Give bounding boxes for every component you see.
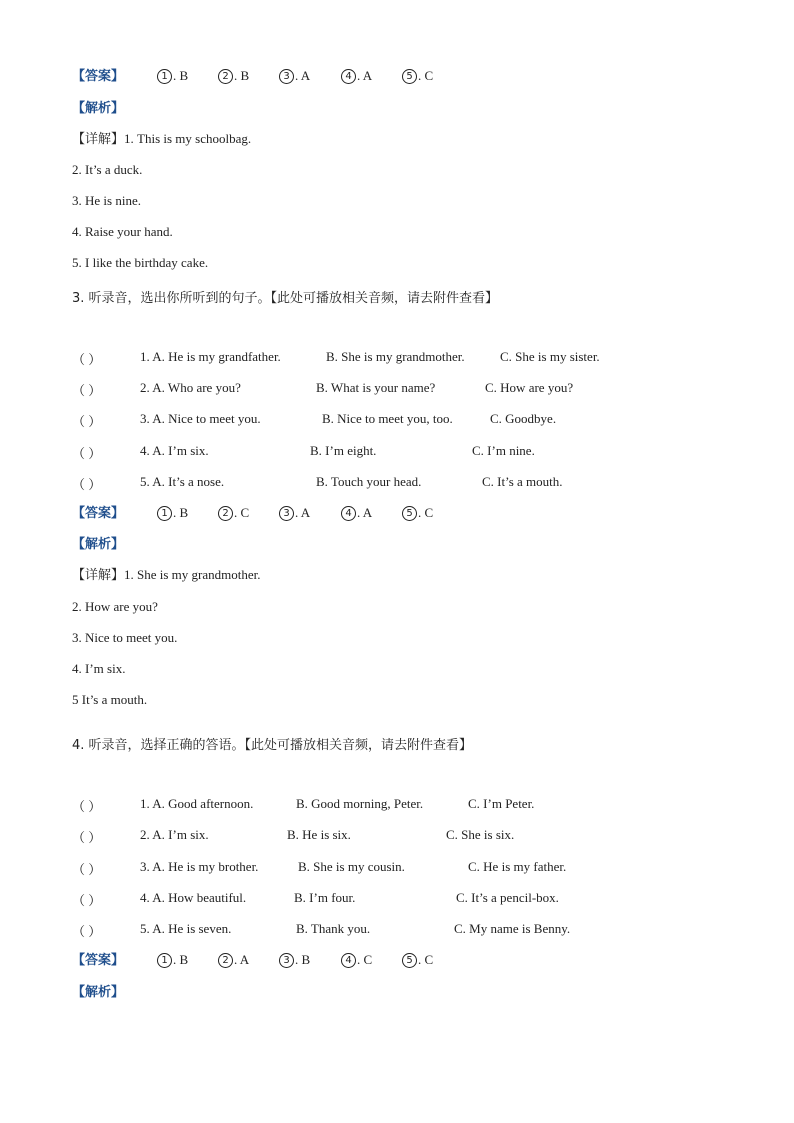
answer-item: 5 . C [402,505,433,521]
answer-item: 2 . B [218,68,249,84]
answer-item: 4 . A [341,505,372,521]
option-a: 2. A. I’m six. [140,827,209,842]
answer-label-3: 【答案】 [72,506,125,521]
analysis-label-4: 【解析】 [72,985,125,1000]
answer-paren: （ ） [72,893,102,908]
answer-item: 3 . A [279,68,310,84]
answer-item: 4 . A [341,68,372,84]
answer-paren: （ ） [72,924,102,939]
answer-label-1: 【答案】 [72,69,125,84]
answer-paren: （ ） [72,414,102,429]
option-c: C. He is my father. [468,859,567,874]
option-b: B. I’m four. [294,890,356,905]
option-a: 2. A. Who are you? [140,380,241,395]
section-4-heading: 4. 听录音，选择正确的答语。【此处可播放相关音频，请去附件查看】 [72,738,473,753]
option-b: B. She is my cousin. [298,859,405,874]
answer-item: 1 . B [157,68,188,84]
detail-line: 【详解】1. This is my schoolbag. [72,131,252,147]
detail-line: 4. I’m six. [72,661,126,676]
answer-paren: （ ） [72,830,102,845]
option-b: B. I’m eight. [310,443,377,458]
detail-line: 4. Raise your hand. [72,224,173,239]
detail-line: 2. How are you? [72,599,158,614]
option-a: 4. A. I’m six. [140,443,209,458]
answer-paren: （ ） [72,862,102,877]
option-c: C. My name is Benny. [454,921,571,936]
option-b: B. What is your name? [316,380,436,395]
option-c: C. She is my sister. [500,349,600,364]
answer-item: 2 . C [218,505,249,521]
analysis-label-3: 【解析】 [72,537,125,552]
answer-paren: （ ） [72,799,102,814]
answer-item: 3 . B [279,952,310,968]
option-b: B. Nice to meet you, too. [322,411,453,426]
option-c: C. I’m nine. [472,443,535,458]
option-a: 5. A. He is seven. [140,921,232,936]
detail-line: 【详解】1. She is my grandmother. [72,567,261,583]
answer-paren: （ ） [72,446,102,461]
answer-item: 4 . C [341,952,372,968]
option-a: 1. A. Good afternoon. [140,796,254,811]
answer-label-4: 【答案】 [72,953,125,968]
detail-line: 5. I like the birthday cake. [72,255,209,270]
option-c: C. It’s a mouth. [482,474,563,489]
option-b: B. Good morning, Peter. [296,796,424,811]
answer-item: 3 . A [279,505,310,521]
option-b: B. He is six. [287,827,351,842]
detail-line: 2. It’s a duck. [72,162,143,177]
section-3-heading: 3. 听录音，选出你所听到的句子。【此处可播放相关音频，请去附件查看】 [72,291,499,306]
option-b: B. Touch your head. [316,474,422,489]
answer-paren: （ ） [72,477,102,492]
answer-item: 1 . B [157,505,188,521]
option-a: 1. A. He is my grandfather. [140,349,281,364]
option-a: 5. A. It’s a nose. [140,474,225,489]
option-b: B. Thank you. [296,921,371,936]
detail-line: 3. Nice to meet you. [72,630,178,645]
analysis-label-1: 【解析】 [72,101,125,116]
option-b: B. She is my grandmother. [326,349,465,364]
option-a: 4. A. How beautiful. [140,890,247,905]
option-c: C. It’s a pencil-box. [456,890,559,905]
answer-paren: （ ） [72,383,102,398]
option-a: 3. A. He is my brother. [140,859,259,874]
option-c: C. I’m Peter. [468,796,535,811]
detail-line: 3. He is nine. [72,193,141,208]
answer-item: 1 . B [157,952,188,968]
answer-item: 5 . C [402,68,433,84]
detail-line: 5 It’s a mouth. [72,692,148,707]
option-c: C. She is six. [446,827,515,842]
answer-item: 2 . A [218,952,249,968]
option-a: 3. A. Nice to meet you. [140,411,261,426]
option-c: C. How are you? [485,380,574,395]
answer-paren: （ ） [72,352,102,367]
option-c: C. Goodbye. [490,411,557,426]
answer-item: 5 . C [402,952,433,968]
